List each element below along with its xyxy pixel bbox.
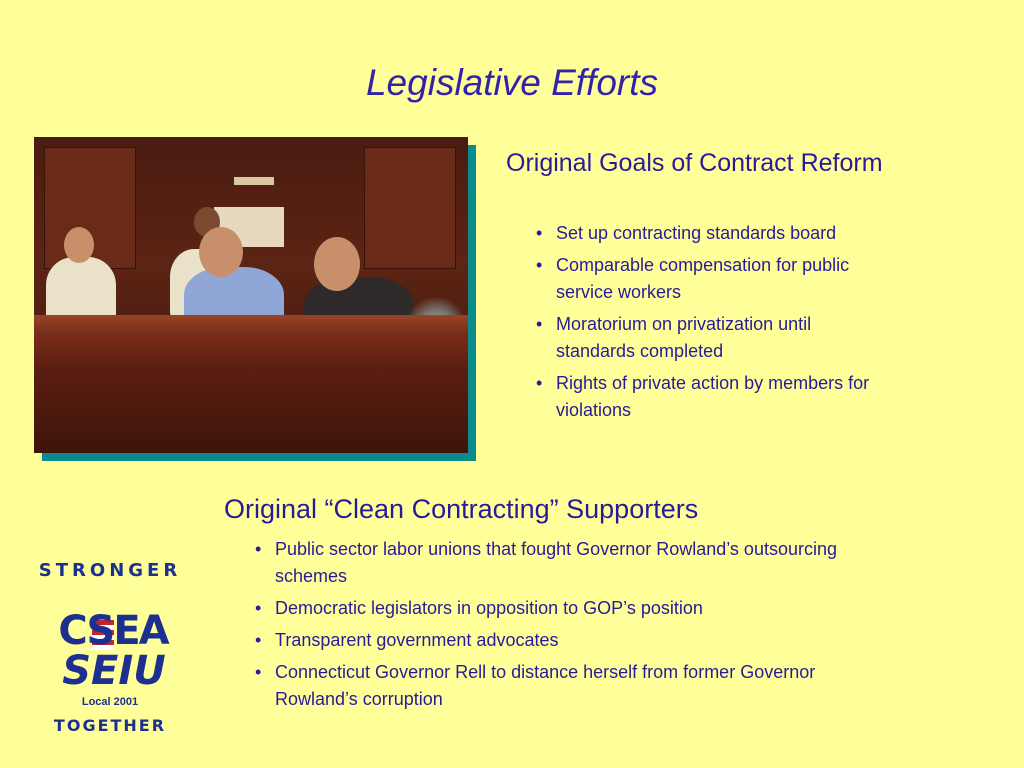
goals-list — [534, 220, 884, 429]
bullet-icon: • — [536, 373, 543, 393]
list-item: • Rights of private action by members for violations — [534, 370, 884, 424]
slide-title: Legislative Efforts — [365, 62, 659, 103]
bullet-icon: • — [255, 630, 262, 650]
bullet-icon: • — [255, 539, 262, 559]
logo-local-text: Local 2001 — [81, 696, 139, 708]
logo-bottom-text: TOGETHER — [53, 716, 167, 735]
wall-panel — [364, 147, 456, 269]
supporters-heading: Original “Clean Contracting” Supporters — [224, 494, 699, 524]
logo-seiu-text: SEIU — [62, 648, 166, 694]
bullet-icon: • — [255, 598, 262, 618]
list-item: • Democratic legislators in opposition to GOP’s position — [253, 595, 893, 622]
csea-seiu-logo — [30, 560, 190, 750]
bullet-icon: • — [536, 255, 543, 275]
person-head — [314, 237, 360, 291]
list-item: • Comparable compensation for public service workers — [534, 252, 884, 306]
goals-heading: Original Goals of Contract Reform — [506, 149, 883, 177]
hearing-photo — [34, 137, 468, 453]
bullet-icon: • — [255, 662, 262, 682]
desk-front — [34, 335, 468, 453]
wall-lamp — [234, 177, 274, 185]
list-item: • Transparent government advocates — [253, 627, 893, 654]
person-head — [64, 227, 94, 263]
list-item: • Moratorium on privatization until standards completed — [534, 311, 884, 365]
logo-top-text: STRONGER — [38, 560, 182, 581]
person-head — [199, 227, 243, 277]
list-item: • Set up contracting standards board — [534, 220, 884, 247]
logo-csea-text: CSEA — [58, 608, 168, 654]
bullet-icon: • — [536, 314, 543, 334]
supporters-list — [253, 536, 893, 718]
list-item: • Public sector labor unions that fought Governor Rowland’s outsourcing schemes — [253, 536, 893, 590]
bullet-icon: • — [536, 223, 543, 243]
list-item: • Connecticut Governor Rell to distance herself from former Governor Rowland’s corruption — [253, 659, 893, 713]
